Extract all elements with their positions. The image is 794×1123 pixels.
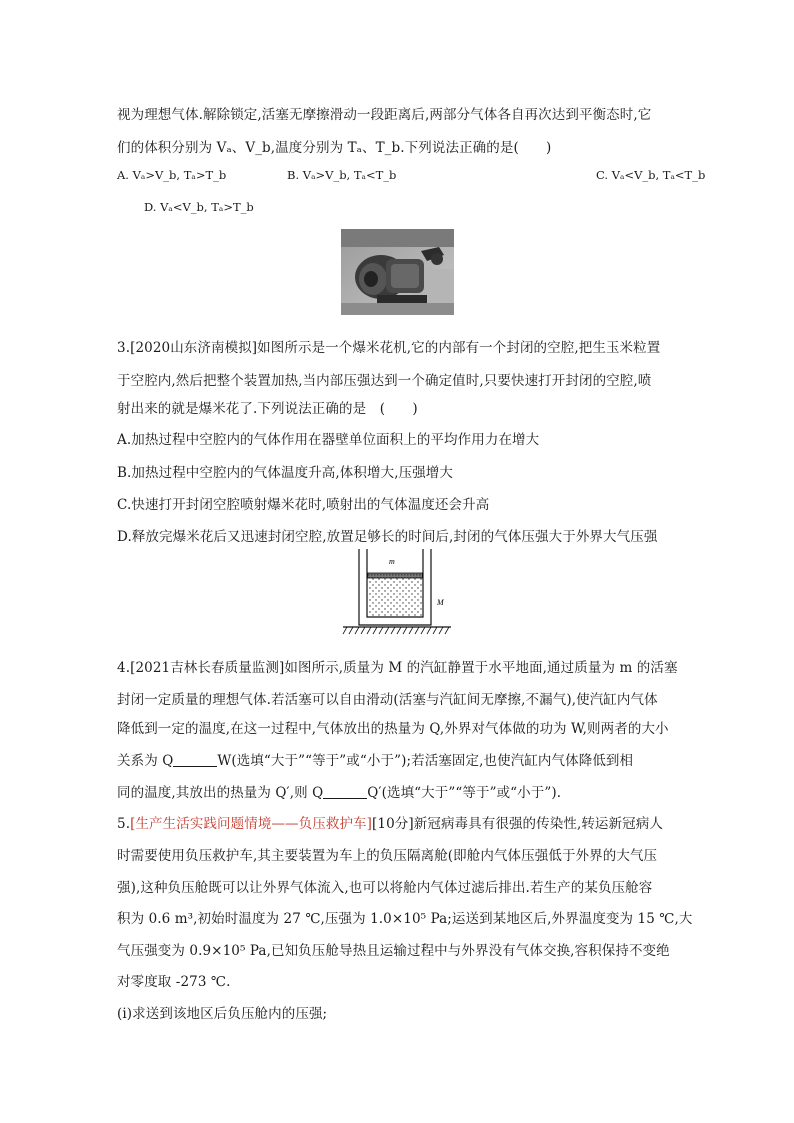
ground-hatching	[343, 627, 449, 634]
q3-option-c: C.快速打开封闭空腔喷射爆米花时,喷射出的气体温度还会升高	[117, 497, 490, 513]
q5-line-6: 对零度取 -273 ℃.	[117, 974, 231, 990]
q2-option-a: A. Vₐ>V_b, Tₐ>T_b	[117, 168, 227, 182]
q3-line-1: 3.[2020山东济南模拟]如图所示是一个爆米花机,它的内部有一个封闭的空腔,把生玉米粒置	[117, 340, 661, 356]
cylinder-diagram	[341, 547, 453, 647]
q5-sub-question-1: (i)求送到该地区后负压舱内的压强;	[117, 1006, 328, 1022]
q2-line-1: 视为理想气体.解除锁定,活塞无摩擦滑动一段距离后,两部分气体各自再次达到平衡态时,它	[117, 107, 652, 123]
q3-line-3: 射出来的就是爆米花了.下列说法正确的是 ( )	[117, 401, 418, 417]
q4-line-4: 关系为 Q W(选填“大于”“等于”或“小于”);若活塞固定,也使汽缸内气体降低到相	[117, 753, 634, 769]
q5-line-2: 时需要使用负压救护车,其主要装置为车上的负压隔离舱(即舱内气体压强低于外界的大气压	[117, 848, 658, 864]
q5-context-tag: [生产生活实践问题情境——负压救护车]	[130, 816, 373, 832]
q4-line-1: 4.[2021吉林长春质量监测]如图所示,质量为 M 的汽缸静置于水平地面,通过质量为 m 的活塞	[117, 660, 678, 676]
q5-line-3: 强),这种负压舱既可以让外界气体流入,也可以将舱内气体过滤后排出.若生产的某负压舱容	[117, 880, 653, 896]
q4-line-2: 封闭一定质量的理想气体.若活塞可以自由滑动(活塞与汽缸间无摩擦,不漏气),使汽缸内气体	[117, 692, 658, 708]
q3-option-a: A.加热过程中空腔内的气体作用在器壁单位面积上的平均作用力在增大	[117, 432, 540, 448]
q2-option-d: D. Vₐ<V_b, Tₐ>T_b	[144, 200, 254, 214]
q2-option-c: C. Vₐ<V_b, Tₐ<T_b	[596, 168, 706, 182]
q4-line-3: 降低到一定的温度,在这一过程中,气体放出的热量为 Q,外界对气体做的功为 W,则两者的大小	[117, 721, 669, 737]
piston-label: m	[389, 557, 395, 566]
q4-line-5: 同的温度,其放出的热量为 Q′,则 Q Q′(选填“大于”“等于”或“小于”).	[117, 785, 562, 801]
q5-line-4: 积为 0.6 m³,初始时温度为 27 ℃,压强为 1.0×10⁵ Pa;运送到某地区后,外界温度变为 15 ℃,大	[117, 911, 693, 927]
q2-line-2: 们的体积分别为 Vₐ、V_b,温度分别为 Tₐ、T_b.下列说法正确的是( )	[117, 140, 552, 156]
q3-option-d: D.释放完爆米花后又迅速封闭空腔,放置足够长的时间后,封闭的气体压强大于外界大气压强	[117, 529, 658, 545]
q5-line-5: 气压强变为 0.9×10⁵ Pa,已知负压舱导热且运输过程中与外界没有气体交换,容积保持不变绝	[117, 943, 670, 959]
popcorn-machine-photo	[341, 229, 454, 315]
cylinder-label: M	[437, 598, 444, 607]
q3-option-b: B.加热过程中空腔内的气体温度升高,体积增大,压强增大	[117, 465, 453, 481]
q5-line-1: 5.[生产生活实践问题情境——负压救护车][10分]新冠病毒具有很强的传染性,转运新冠病人	[117, 816, 663, 832]
answer-blank-2[interactable]	[323, 786, 367, 799]
q3-line-2: 于空腔内,然后把整个装置加热,当内部压强达到一个确定值时,只要快速打开封闭的空腔,喷	[117, 373, 652, 389]
q2-option-b: B. Vₐ>V_b, Tₐ<T_b	[287, 168, 397, 182]
answer-blank-1[interactable]	[173, 754, 217, 767]
